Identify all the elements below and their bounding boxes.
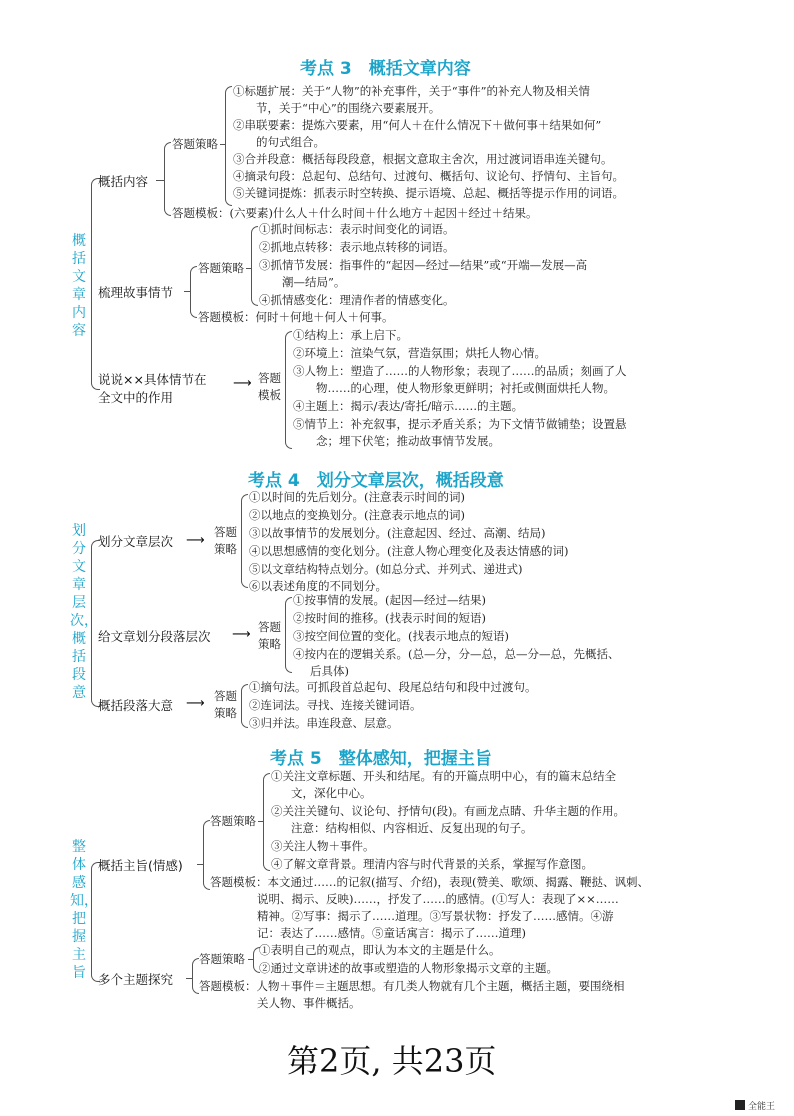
sec5-t1: 答题模板：本文通过……的记叙(描写、介绍)，表现(赞美、歌颂、揭露、鞭挞、讽刺、: [210, 875, 649, 889]
sec3-r5b: 念；埋下伏笔；推动故事情节发展。: [316, 434, 500, 448]
sec4-b4b: 后具体): [310, 664, 349, 678]
sec3-template1: 答题模板：(六要素)什么人＋什么时间＋什么地方＋起因＋经过＋结果。: [172, 206, 538, 220]
sec3-s1b: 节，关于“中心”的围绕六要素展开。: [256, 101, 441, 115]
sec5-strategy-label: 答题策略: [210, 814, 256, 828]
sec3-node-plot: 梳理故事情节: [98, 285, 174, 300]
sec4-a5: ⑤以文章结构特点划分。(如总分式、并列式、递进式): [249, 562, 523, 576]
sec4-c2: ②连词法。寻找、连接关键词语。: [249, 698, 422, 712]
sec3-strategy2-brace: [251, 226, 258, 306]
sec5-e2: ②通过文章讲述的故事或塑造的人物形象揭示文章的主题。: [259, 961, 558, 975]
sec4-arrow3-icon: ⟶: [186, 696, 205, 711]
sec5-n1-brace: [203, 820, 210, 890]
sec4-st1-brace: [241, 494, 248, 588]
sec3-tmpl-a: 答题: [258, 371, 281, 385]
sec3-r4: ④主题上：揭示/表达/寄托/暗示……的主题。: [293, 399, 524, 413]
sec4-title: 考点 4 划分文章层次，概括段意: [248, 471, 504, 491]
sec4-st2-a: 答题: [258, 620, 281, 634]
sec5-main-brace: [91, 862, 100, 982]
sec3-node-role-b: 全文中的作用: [98, 390, 174, 405]
sec3-s5: ⑤关键词提炼：抓表示时空转换、提示语境、总起、概括等提示作用的词语。: [233, 186, 624, 200]
sec3-p1: ①抓时间标志：表示时间变化的词语。: [259, 222, 455, 236]
sec3-side-label: 概括文章内容: [72, 233, 86, 339]
sec3-s1a: ①标题扩展：关于“人物”的补充事件，关于“事件”的补充人物及相关情: [233, 84, 591, 98]
sec5-strategy-brace: [263, 773, 270, 871]
sec4-c1: ①摘句法。可抓段首总起句、段尾总结句和段中过渡句。: [249, 680, 537, 694]
sec4-b3: ③按空间位置的变化。(找表示地点的短语): [293, 629, 509, 643]
sec4-arrow2-icon: ⟶: [232, 627, 251, 642]
scanner-watermark: 全能王: [748, 1102, 776, 1112]
sec5-side-label: 整体感知，把握主旨: [70, 839, 98, 981]
sec5-d2a: ②关注关键句、议论句、抒情句(段)。有画龙点睛、升华主题的作用。: [271, 804, 625, 818]
sec4-st3-brace: [241, 684, 248, 728]
sec3-r2: ②环境上：渲染气氛，营造氛围；烘托人物心情。: [293, 346, 546, 360]
sec4-b2: ②按时间的推移。(找表示时间的短语): [293, 611, 486, 625]
sec5-d3: ③关注人物＋事件。: [271, 839, 375, 853]
sec4-node-paragraphs: 给文章划分段落层次: [98, 629, 211, 644]
sec5-t2: 说明、揭示、反映)……，抒发了……的感情。(①写人：表现了××……: [257, 892, 619, 906]
sec3-tmpl-brace: [285, 331, 292, 449]
sec4-st2-b: 策略: [258, 637, 281, 651]
sec3-strategy2-label: 答题策略: [198, 261, 244, 275]
sec4-b4a: ④按内在的逻辑关系。(总—分，分—总，总—分—总，先概括、: [293, 647, 620, 661]
sec3-strategy-brace: [225, 86, 232, 206]
sec4-st3-a: 答题: [214, 689, 237, 703]
sec3-tmpl-b: 模板: [258, 388, 281, 402]
sec4-c3: ③归并法。串连段意、层意。: [249, 716, 399, 730]
sec3-r5a: ⑤情节上：补充叙事，提示矛盾关系；为下文情节做铺垫；设置悬: [293, 417, 627, 431]
sec3-r3b: 物……的心理，使人物形象更鲜明；衬托或侧面烘托人物。: [316, 381, 615, 395]
sec5-t6: 关人物、事件概括。: [257, 996, 361, 1010]
page-number-footer: 第2页, 共23页: [287, 1042, 497, 1080]
sec5-n2-brace: [192, 958, 199, 994]
sec3-s2a: ②串联要素：提炼六要素，用“何人＋在什么情况下＋做何事＋结果如何”: [233, 118, 602, 132]
sec5-strategy2-label: 答题策略: [199, 952, 245, 966]
sec3-s3: ③合并段意：概括每段段意，根据文意取主舍次，用过渡词语串连关键句。: [233, 152, 613, 166]
sec3-r1: ①结构上：承上启下。: [293, 328, 408, 342]
sec4-st3-b: 策略: [214, 706, 237, 720]
sec5-title: 考点 5 整体感知，把握主旨: [270, 749, 492, 769]
sec3-s2b: 的句式组合。: [256, 135, 325, 149]
sec5-t5: 答题模板：人物＋事件＝主题思想。有几类人物就有几个主题，概括主题，要围绕相: [199, 979, 625, 993]
sec3-node-summarize: 概括内容: [98, 174, 149, 189]
sec3-arrow-icon: ⟶: [233, 376, 252, 391]
sec5-d2b: 注意：结构相似、内容相近、反复出现的句子。: [291, 821, 533, 835]
sec5-t3: 精神。②写事：揭示了……道理。③写景状物：抒发了……感情。④游: [257, 909, 614, 923]
sec4-st1-a: 答题: [214, 525, 237, 539]
sec3-p3a: ③抓情节发展：指事件的“起因—经过—结果”或“开端—发展—高: [259, 258, 588, 272]
sec5-d1b: 文，深化中心。: [291, 786, 372, 800]
sec4-a1: ①以时间的先后划分。(注意表示时间的词): [249, 490, 465, 504]
sec4-main-brace: [91, 540, 100, 707]
qr-code-icon: [735, 1100, 745, 1110]
sec4-side-label: 划分文章层次，概括段意: [70, 523, 98, 701]
sec3-s4: ④摘录句段：总起句、总结句、过渡句、概括句、议论句、抒情句、主旨句。: [233, 169, 624, 183]
sec3-r3a: ③人物上：塑造了……的人物形象；表现了……的品质；刻画了人: [293, 364, 627, 378]
sec5-node-multi-theme: 多个主题探究: [98, 972, 174, 987]
sec5-d1a: ①关注文章标题、开头和结尾。有的开篇点明中心，有的篇末总结全: [271, 769, 616, 783]
sec4-node-layers: 划分文章层次: [98, 534, 174, 549]
sec3-p4: ④抓情感变化：理清作者的情感变化。: [259, 293, 455, 307]
sec3-p3b: 潮—结局”。: [282, 275, 346, 289]
sec3-node-role-a: 说说××具体情节在: [98, 372, 207, 387]
sec5-t4: 记：表达了……感情。⑤童话寓言：揭示了……道理): [257, 926, 526, 940]
sec3-n1-brace: [164, 142, 171, 216]
sec4-a3: ③以故事情节的发展划分。(注意起因、经过、高潮、结局): [249, 526, 546, 540]
sec5-node-theme: 概括主旨(情感): [98, 858, 183, 873]
sec4-b1: ①按事情的发展。(起因—经过—结果): [293, 593, 486, 607]
sec4-st2-brace: [285, 597, 292, 673]
sec4-a2: ②以地点的变换划分。(注意表示地点的词): [249, 508, 465, 522]
sec4-a6: ⑥以表述角度的不同划分。: [249, 579, 387, 593]
sec5-e1: ①表明自己的观点，即认为本文的主题是什么。: [259, 943, 501, 957]
sec5-d4: ④了解文章背景。理清内容与时代背景的关系，掌握写作意图。: [271, 857, 593, 871]
sec3-p2: ②抓地点转移：表示地点转移的词语。: [259, 240, 455, 254]
sec3-strategy-label: 答题策略: [172, 137, 218, 151]
sec4-node-main-idea: 概括段落大意: [98, 698, 174, 713]
sec3-n2-brace: [190, 266, 197, 318]
sec3-template2: 答题模板：何时＋何地＋何人＋何事。: [198, 310, 394, 324]
sec4-a4: ④以思想感情的变化划分。(注意人物心理变化及表达情感的词): [249, 544, 569, 558]
sec3-title: 考点 3 概括文章内容: [300, 59, 471, 79]
sec4-st1-b: 策略: [214, 542, 237, 556]
sec4-arrow1-icon: ⟶: [186, 533, 205, 548]
